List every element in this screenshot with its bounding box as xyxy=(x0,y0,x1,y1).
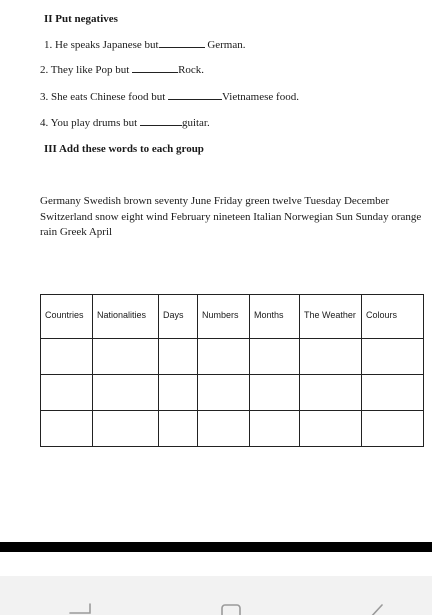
table-row xyxy=(41,339,424,375)
table-cell[interactable] xyxy=(250,375,300,411)
table-cell[interactable] xyxy=(198,375,250,411)
answer-blank-4[interactable] xyxy=(140,116,182,126)
table-cell[interactable] xyxy=(41,339,93,375)
column-header-colours: Colours xyxy=(362,295,424,339)
recents-icon xyxy=(217,600,247,615)
table-cell[interactable] xyxy=(159,411,198,447)
back-icon xyxy=(66,600,96,615)
table-cell[interactable] xyxy=(300,375,362,411)
table-cell[interactable] xyxy=(250,339,300,375)
exercise-item-4 xyxy=(40,116,210,129)
table-cell[interactable] xyxy=(250,411,300,447)
table-cell[interactable] xyxy=(362,411,424,447)
table-cell[interactable] xyxy=(198,339,250,375)
table-cell[interactable] xyxy=(41,411,93,447)
section-3-heading: III Add these words to each group xyxy=(44,143,204,155)
table-header-row xyxy=(41,295,424,339)
table-cell[interactable] xyxy=(159,375,198,411)
recents-button[interactable] xyxy=(217,600,247,615)
table-cell[interactable] xyxy=(362,339,424,375)
word-list: Germany Swedish brown seventy June Friday green twelve Tuesday December Switzerland snow eight wind February nineteen Italian Norwegian Sun Sunday orange rain Greek April xyxy=(40,195,422,238)
table-cell[interactable] xyxy=(159,339,198,375)
exercise-item-2-text: 2. They like Pop but xyxy=(40,64,133,76)
word-groups-table xyxy=(40,294,424,447)
table-cell[interactable] xyxy=(362,375,424,411)
system-navigation-bar xyxy=(0,576,432,615)
column-header-nationalities: Nationalities xyxy=(93,295,159,339)
edit-button[interactable] xyxy=(362,600,392,615)
exercise-item-1-text: 1. He speaks Japanese but xyxy=(44,39,159,51)
back-button[interactable] xyxy=(66,600,96,615)
table-cell[interactable] xyxy=(93,375,159,411)
exercise-item-4-text: 4. You play drums but xyxy=(40,117,140,129)
exercise-item-3-end: Vietnamese food. xyxy=(222,91,299,103)
answer-blank-2[interactable] xyxy=(132,63,178,73)
table-cell[interactable] xyxy=(41,375,93,411)
table-cell[interactable] xyxy=(93,339,159,375)
column-header-days: Days xyxy=(159,295,198,339)
exercise-item-2 xyxy=(40,63,204,76)
exercise-item-1-end: German. xyxy=(204,39,246,51)
exercise-item-1 xyxy=(44,38,246,51)
column-header-weather: The Weather xyxy=(300,295,362,339)
column-header-numbers: Numbers xyxy=(198,295,250,339)
answer-blank-3[interactable] xyxy=(168,90,222,100)
screen-divider-bar xyxy=(0,542,432,552)
exercise-item-3 xyxy=(40,90,299,103)
table-cell[interactable] xyxy=(198,411,250,447)
table-cell[interactable] xyxy=(300,411,362,447)
section-2-heading: II Put negatives xyxy=(44,13,118,25)
exercise-item-4-end: guitar. xyxy=(181,117,210,129)
table-cell[interactable] xyxy=(300,339,362,375)
table-row xyxy=(41,411,424,447)
table-cell[interactable] xyxy=(93,411,159,447)
column-header-months: Months xyxy=(250,295,300,339)
column-header-countries: Countries xyxy=(41,295,93,339)
exercise-item-3-text: 3. She eats Chinese food but xyxy=(40,91,169,103)
edit-icon xyxy=(362,600,392,615)
answer-blank-1[interactable] xyxy=(159,38,205,48)
table-row xyxy=(41,375,424,411)
exercise-item-2-end: Rock. xyxy=(178,64,205,76)
